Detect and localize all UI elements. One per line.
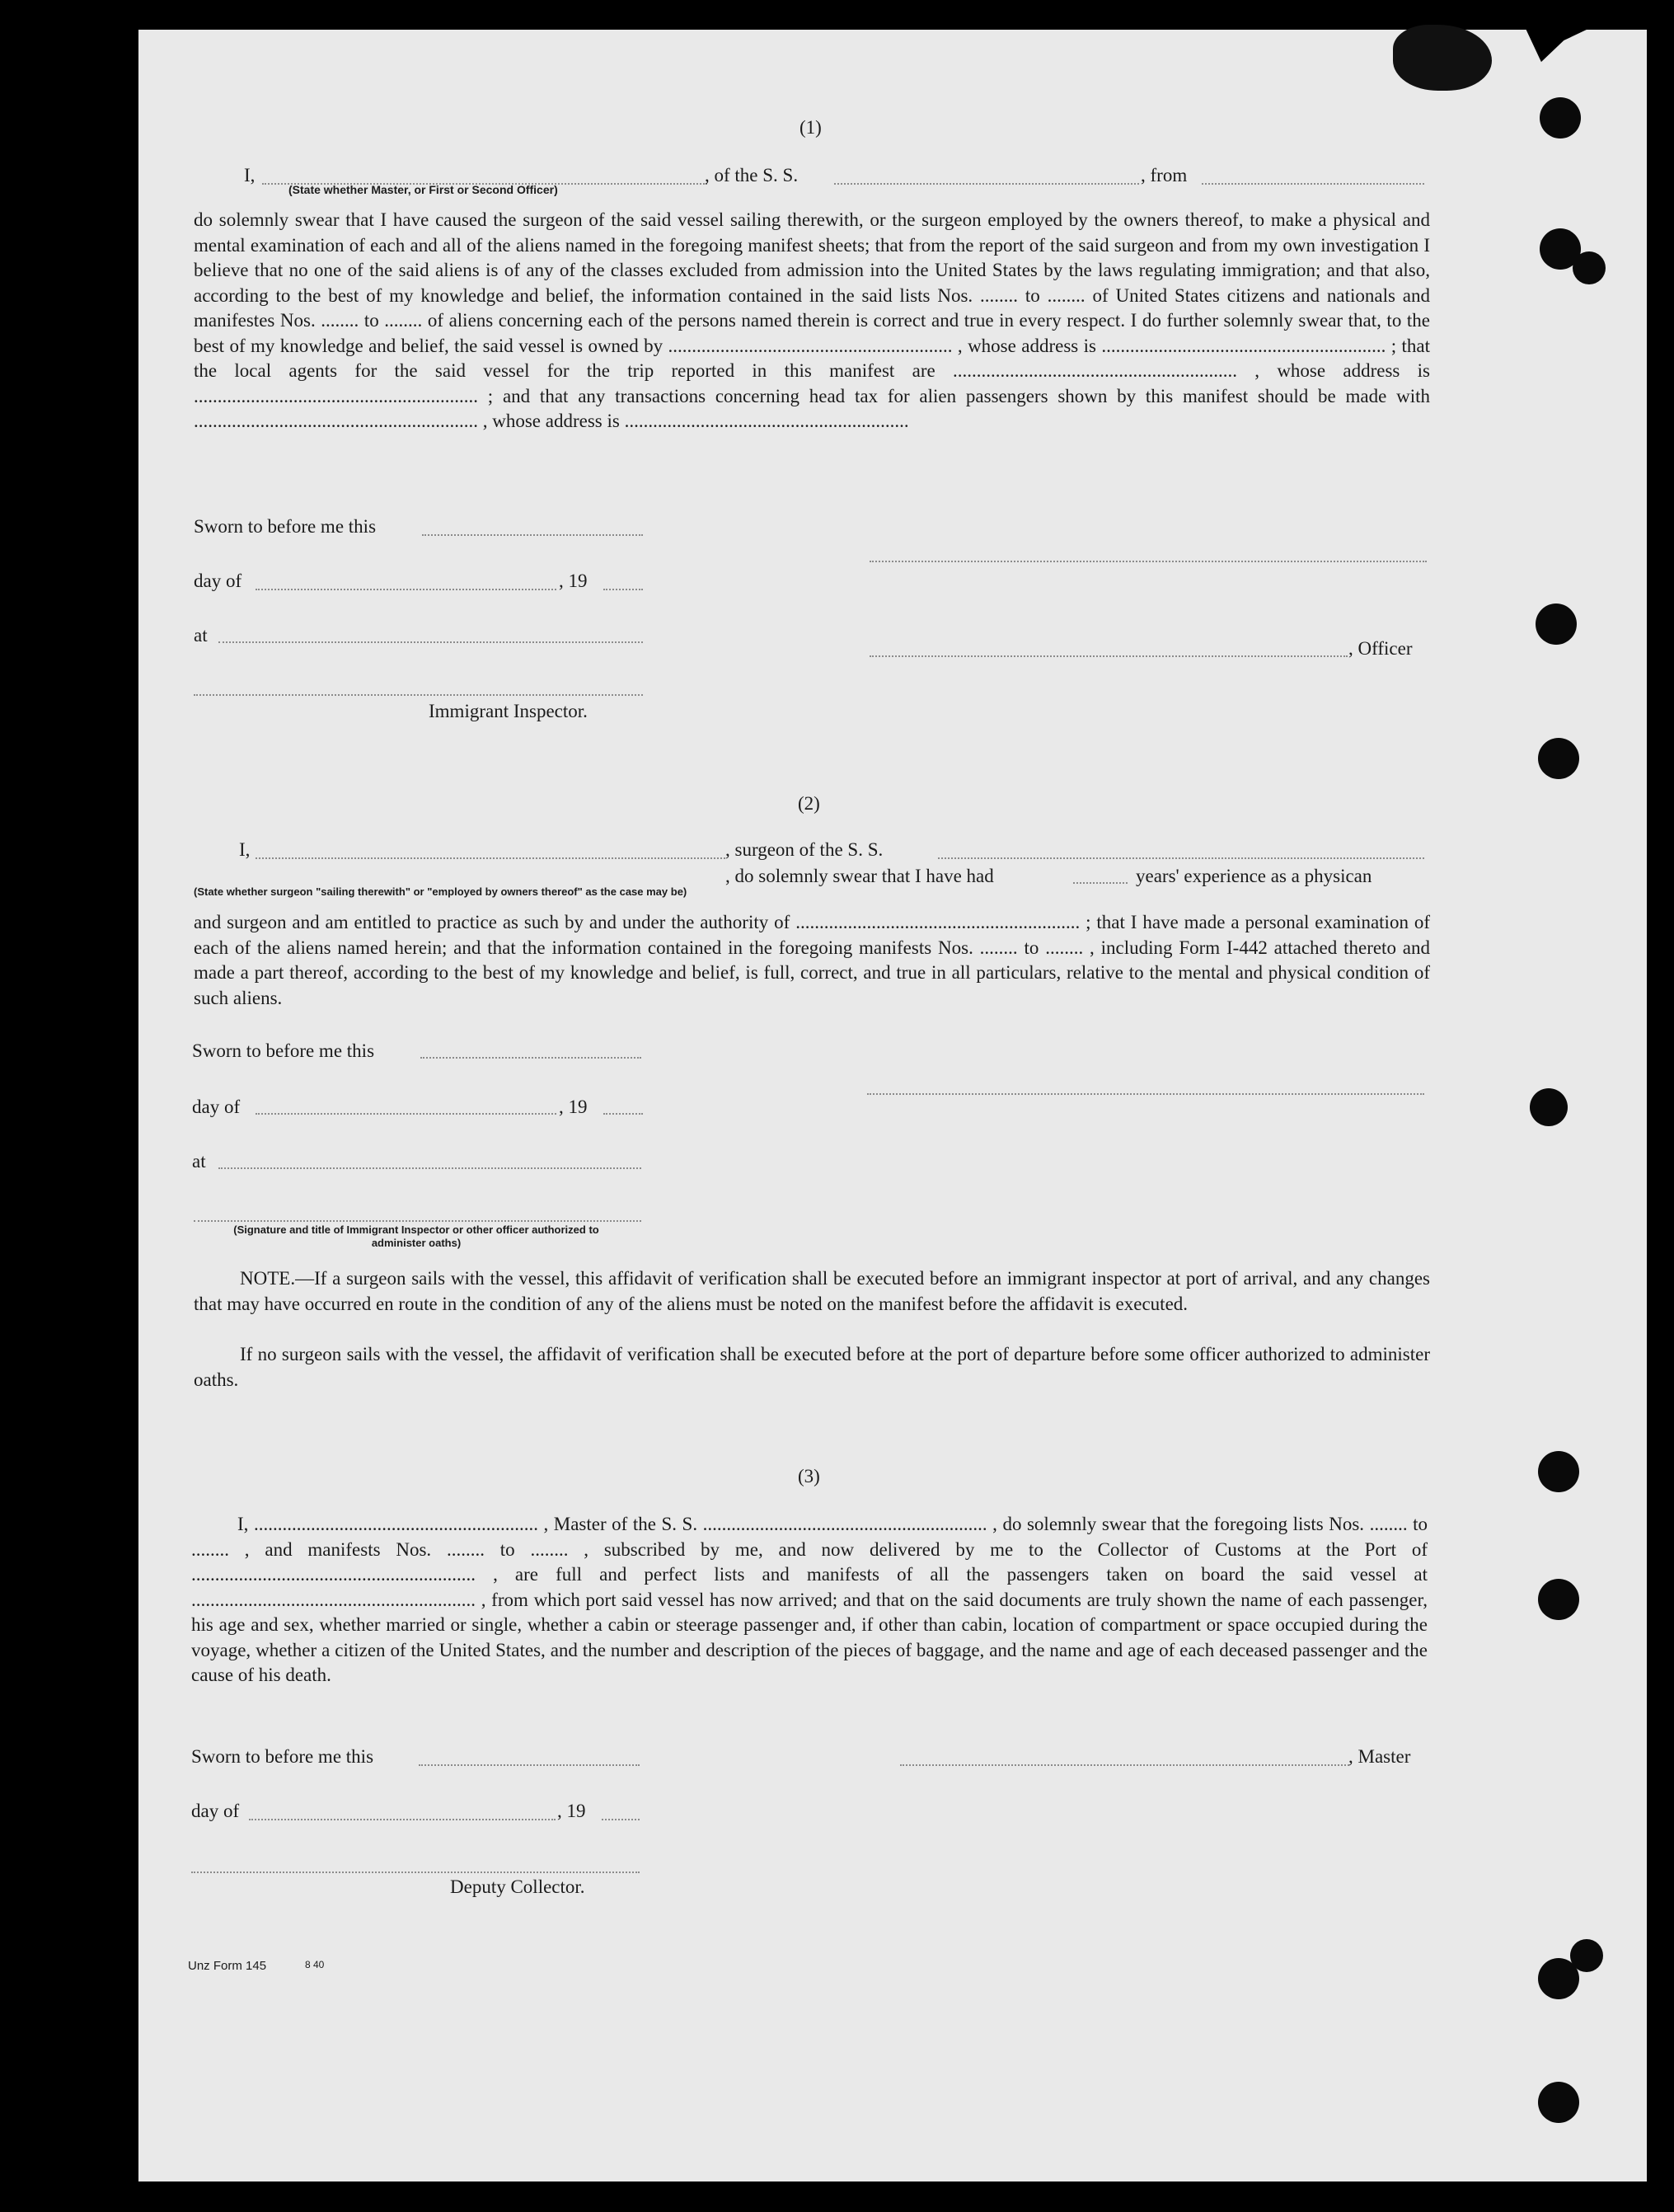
s1-officer-label: , Officer <box>1348 638 1413 659</box>
s1-at-label: at <box>194 625 208 646</box>
s1-ship-blank[interactable] <box>834 183 1139 185</box>
s2-sworn-blank[interactable] <box>420 1057 641 1059</box>
punch-hole <box>1538 1451 1579 1492</box>
form-number: Unz Form 145 <box>188 1959 267 1973</box>
s2-day-blank[interactable] <box>256 1113 556 1115</box>
s1-of-ss-label: , of the S. S. <box>705 165 799 186</box>
punch-hole <box>1536 603 1577 645</box>
s1-i-label: I, <box>244 165 256 186</box>
s1-inspector-label: Immigrant Inspector. <box>429 701 588 721</box>
s1-officer-name-blank[interactable] <box>870 655 1348 657</box>
s3-collector-label: Deputy Collector. <box>450 1876 585 1897</box>
punch-hole <box>1538 1579 1579 1620</box>
s3-oath-text: I, ............................................................ , Master of the S. S. ............................................................ , do solemnly swear that the foregoing lists Nos. ........ to ........ , and manifests Nos. ........ to ........ , subscribed by me, and now delivered by me to the Collector of Customs at the Port of ............................................................ , are full and perfect lists and manifests of all the passengers taken on board the said vessel at ............................................................ , from which port said vessel has now arrived; and that on the said documents are truly shown the name of each passenger, his age and sex, whether married or single, whether a cabin or steerage passenger and, if other than cabin, location of compartment or space occupied during the voyage, whether a citizen of the United States, and the number and description of the pieces of baggage, and the name and age of each deceased passenger and the cause of his death. <box>191 1514 1428 1685</box>
s1-oath-text: do solemnly swear that I have caused the surgeon of the said vessel sailing therewith, or the surgeon employed by the owners thereof, to make a physical and mental examination of each and all of the aliens named in the foregoing manifest sheets; that from the report of the said surgeon and from my own investigation I believe that no one of the said aliens is of any of the classes excluded from admission into the United States by the laws regulating immigration; and that also, according to the best of my knowledge and belief, the information contained in the said lists Nos. ........ to ........ of United States citizens and nationals and manifestes Nos. ........ to ........ of aliens concerning each of the persons named therein is correct and true in every respect. I do further solemnly swear that, to the best of my knowledge and belief, the said vessel is owned by ............................................................ , whose address is ............................................................ ; that the local agents for the said vessel for the trip reported in this manifest are ............................................................ , whose address is ............................................................ ; and that any transactions concerning head tax for alien passengers shown by this manifest should be made with ............................................................ , whose address is ............................................................ <box>194 209 1430 431</box>
s2-years-label: years' experience as a physican <box>1136 866 1372 886</box>
section-1-number: (1) <box>799 117 822 138</box>
s2-sworn-label: Sworn to before me this <box>192 1040 375 1061</box>
s3-year-label: , 19 <box>557 1801 586 1821</box>
punch-hole <box>1538 738 1579 779</box>
punch-hole <box>1570 1939 1603 1972</box>
s1-day-blank[interactable] <box>256 589 556 590</box>
s3-collector-blank[interactable] <box>191 1872 640 1873</box>
s1-year-label: , 19 <box>559 571 588 591</box>
s2-signature-line[interactable] <box>867 1093 1424 1095</box>
s2-inspector-blank[interactable] <box>194 1220 641 1222</box>
s2-at-label: at <box>192 1151 206 1172</box>
s3-master-line[interactable] <box>900 1764 1349 1766</box>
section-3-number: (3) <box>798 1466 820 1486</box>
s2-year-blank[interactable] <box>603 1113 643 1115</box>
s2-note-2: If no surgeon sails with the vessel, the affidavit of verification shall be executed before at the port of departure before some officer authorized to administer oaths. <box>194 1344 1430 1390</box>
s2-year-label: , 19 <box>559 1097 588 1117</box>
s2-i-label: I, <box>239 839 251 860</box>
s2-ship-blank[interactable] <box>938 857 1424 859</box>
s1-year-blank[interactable] <box>603 589 643 590</box>
s1-signature-line[interactable] <box>870 561 1427 562</box>
s1-sworn-label: Sworn to before me this <box>194 516 377 537</box>
s1-inspector-blank[interactable] <box>194 694 643 696</box>
s2-signature-hint: (Signature and title of Immigrant Inspector or other officer authorized to administer oaths) <box>233 1223 599 1249</box>
punch-hole <box>1540 97 1581 139</box>
s3-year-blank[interactable] <box>602 1819 640 1820</box>
s2-day-label: day of <box>192 1097 241 1117</box>
s2-swear-label: , do solemnly swear that I have had <box>725 866 994 886</box>
s1-day-label: day of <box>194 571 242 591</box>
s3-day-label: day of <box>191 1801 240 1821</box>
punch-hole <box>1573 251 1606 284</box>
punch-hole <box>1530 1088 1568 1126</box>
s2-surgeon-label: , surgeon of the S. S. <box>725 839 884 860</box>
s2-oath-text: and surgeon and am entitled to practice as such by and under the authority of ............................................................ ; that I have made a personal examination of each of the aliens named herein; and that the information contained in the foregoing manifests Nos. ........ to ........ , including Form I-442 attached thereto and made a part thereof, according to the best of my knowledge and belief, is full, correct, and true in all particulars, relative to the mental and physical condition of such aliens. <box>194 912 1430 1008</box>
form-code: 8 40 <box>305 1959 325 1970</box>
s3-day-blank[interactable] <box>249 1819 556 1820</box>
s3-sworn-blank[interactable] <box>419 1764 640 1766</box>
s3-sworn-label: Sworn to before me this <box>191 1746 374 1767</box>
s2-at-blank[interactable] <box>218 1167 641 1169</box>
section-2-number: (2) <box>798 793 820 814</box>
s1-officer-hint: (State whether Master, or First or Second Officer) <box>288 183 558 196</box>
s1-from-label: , from <box>1141 165 1188 186</box>
s3-master-label: , Master <box>1348 1746 1411 1767</box>
s2-surgeon-blank[interactable] <box>256 857 725 859</box>
s2-surgeon-hint: (State whether surgeon "sailing therewith" or "employed by owners thereof" as the case may be) <box>194 885 687 898</box>
s2-note-1: NOTE.—If a surgeon sails with the vessel, this affidavit of verification shall be executed before an immigrant inspector at port of arrival, and any changes that may have occurred en route in the condition of any of the aliens must be noted on the manifest before the affidavit is executed. <box>194 1268 1430 1314</box>
punch-hole <box>1538 2082 1579 2123</box>
s1-from-blank[interactable] <box>1202 183 1424 185</box>
s1-sworn-blank[interactable] <box>422 534 643 536</box>
s1-at-blank[interactable] <box>218 641 643 643</box>
s2-years-blank[interactable] <box>1073 882 1128 884</box>
